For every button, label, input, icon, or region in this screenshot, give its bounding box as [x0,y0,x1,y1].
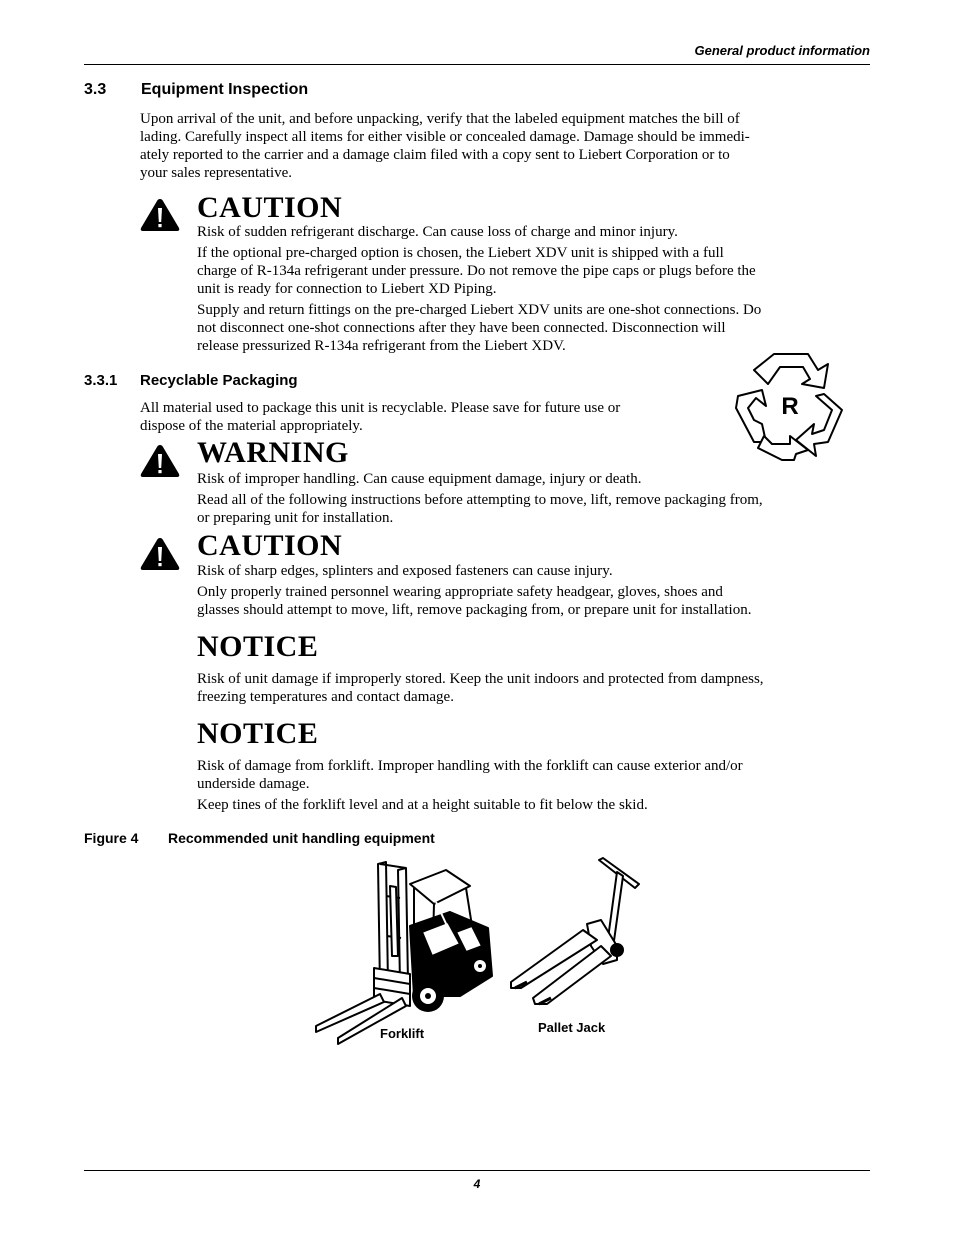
caution-2-title: CAUTION [197,529,343,562]
section-intro: Upon arrival of the unit, and before unpacking, verify that the labeled equipment matches the bill of lading. Carefully inspect all items for either visible or concealed damage. Damage should be immedi- ately reported to the carrier and a damage claim filed with a copy sent to Liebert Corporation or to your sales representative. [140,111,750,181]
forklift-label: Forklift [380,1026,425,1041]
caution-2-para-2: Only properly trained personnel wearing appropriate safety headgear, gloves, shoes and glasses should attempt to move, lift, remove packaging from, or prepare unit for installation. [197,584,752,618]
forklift-illustration [310,856,500,1046]
page-number: 4 [473,1177,481,1191]
figure-label: Figure 4 [84,830,139,846]
warning-triangle-icon [139,536,181,572]
pallet-jack-illustration [505,856,645,1006]
recycle-letter: R [781,393,799,420]
figure-title: Recommended unit handling equipment [168,830,435,846]
subsection-number: 3.3.1 [84,372,118,389]
pallet-jack-label: Pallet Jack [538,1020,606,1035]
footer-rule [84,1170,870,1171]
header-rule [84,64,870,65]
warning-title: WARNING [197,436,349,469]
caution-1-para-2: If the optional pre-charged option is chosen, the Liebert XDV unit is shipped with a full charge of R-134a refrigerant under pressure. Do not remove the pipe caps or plugs before the unit is ready for connection to Liebert XD Piping. [197,245,756,297]
subsection-body: All material used to package this unit is recyclable. Please save for future use or dispose of the material appropriately. [140,400,621,434]
caution-1-para-3: Supply and return fittings on the pre-charged Liebert XDV units are one-shot connections. Do not disconnect one-shot connections after they have been connected. Disconnection will release pressurized R-134a refrigerant from the Liebert XDV. [197,302,762,354]
running-header: General product information [694,43,870,58]
section-title: Equipment Inspection [141,81,309,98]
notice-1-para: Risk of unit damage if improperly stored. Keep the unit indoors and protected from dampness, freezing temperatures and contact damage. [197,671,764,705]
notice-2-para-1: Risk of damage from forklift. Improper handling with the forklift can cause exterior and/or underside damage. [197,758,743,792]
section-number: 3.3 [84,81,107,98]
subsection-title: Recyclable Packaging [140,372,298,389]
warning-triangle-icon [139,197,181,233]
warning-triangle-icon [139,443,181,479]
notice-2-title: NOTICE [197,717,319,750]
warning-para-2: Read all of the following instructions before attempting to move, lift, remove packaging from, or preparing unit for installation. [197,492,763,526]
caution-1-line: Risk of sudden refrigerant discharge. Can cause loss of charge and minor injury. [197,224,678,240]
warning-line: Risk of improper handling. Can cause equipment damage, injury or death. [197,471,642,487]
caution-2-line: Risk of sharp edges, splinters and exposed fasteners can cause injury. [197,563,613,579]
notice-1-title: NOTICE [197,630,319,663]
recycle-icon [732,350,848,466]
caution-1-title: CAUTION [197,191,343,224]
notice-2-para-2: Keep tines of the forklift level and at a height suitable to fit below the skid. [197,797,648,813]
